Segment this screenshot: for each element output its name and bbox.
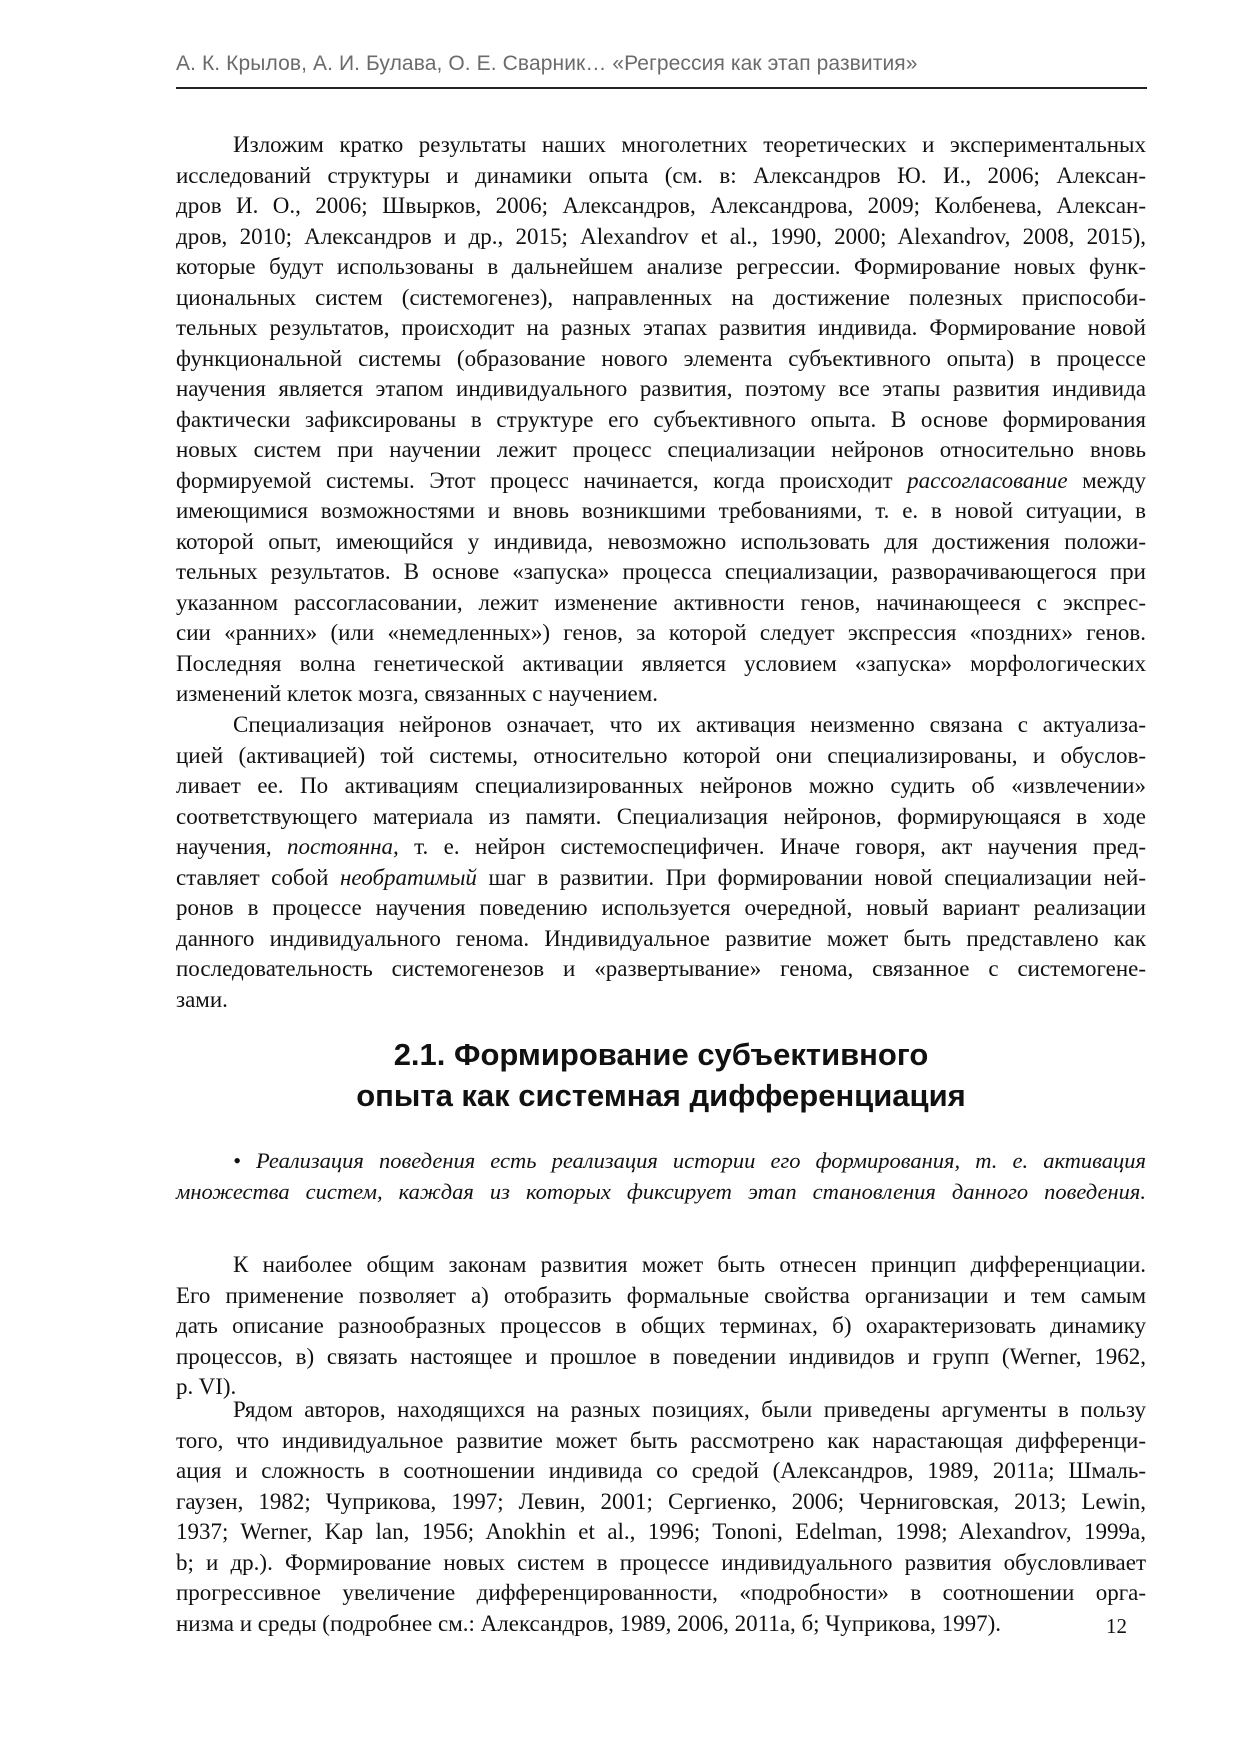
text-line: цией (активацией) той системы, относительно которой они специализированы, и обуслов- <box>176 742 1146 768</box>
text-run: ставляет собой <box>176 864 340 890</box>
text-line: 1937; Werner, Kap lan, 1956; Anokhin et al., 1996; Tononi, Edelman, 1998; Alexandrov, 1999a, <box>176 1519 1146 1544</box>
emphasis: рассогласование <box>907 467 1068 493</box>
section-heading-line: 2.1. Формирование субъективного <box>393 1037 929 1072</box>
text-line: дров, 2010; Александров и др., 2015; Alexandrov et al., 1990, 2000; Alexandrov, 2008, 2015), <box>176 223 1146 249</box>
text-line: функциональной системы (образование нового элемента субъективного опыта) в процессе <box>176 345 1146 371</box>
text-line: b; и др.). Формирование новых систем в процессе индивидуального развития обусловливает <box>176 1549 1146 1575</box>
text-line: дров И. О., 2006; Швырков, 2006; Александров, Александрова, 2009; Колбенева, Алексан- <box>176 193 1146 218</box>
text-line: того, что индивидуальное развитие может быть рассмотрено как нарастающая дифференци- <box>176 1427 1146 1453</box>
text-line: гаузен, 1982; Чуприкова, 1997; Левин, 2001; Сергиенко, 2006; Черниговская, 2013; Lewin, <box>176 1488 1146 1514</box>
text-line: Последняя волна генетической активации является условием «запуска» морфологических <box>176 650 1146 676</box>
text-line: циональных систем (системогенез), направленных на достижение полезных приспособи- <box>176 284 1146 310</box>
text-line <box>176 832 1146 863</box>
text-line: прогрессивное увеличение дифференцированности, «подробности» в соотношении орга- <box>176 1580 1146 1605</box>
text-line: процессов, в) связать настоящее и прошлое в поведении индивидов и групп (Werner, 1962, <box>176 1343 1146 1369</box>
section-heading-line: опыта как системная дифференциация <box>356 1078 966 1113</box>
text-line: ронов в процессе научения поведению используется очередной, новый вариант реализации <box>176 895 1146 920</box>
epigraph-line: множества систем, каждая из которых фиксирует этап становления данного поведения. <box>176 1179 1146 1204</box>
text-run: т. е. нейрон системоспецифичен. Иначе говоря, акт научения пред- <box>398 834 1146 859</box>
text-run: формируемой системы. Этот процесс начинается, когда происходит <box>176 467 908 493</box>
text-run: между <box>1067 467 1146 493</box>
text-run: научения, <box>176 834 287 859</box>
text-line: имеющимися возможностями и вновь возникшими требованиями, т. е. в новой ситуации, в <box>176 498 1146 523</box>
text-line: Специализация нейронов означает, что их активация неизменно связана с актуализа- <box>233 712 1146 737</box>
text-line <box>176 863 1146 894</box>
text-line: новых систем при научении лежит процесс специализации нейронов относительно вновь <box>176 437 1146 462</box>
text-line: которой опыт, имеющийся у индивида, невозможно использовать для достижения положи- <box>176 528 1146 554</box>
paragraph-2 <box>176 710 1146 1015</box>
page-number: 12 <box>1106 1614 1127 1638</box>
text-line: Его применение позволяет а) отобразить формальные свойства организации и тем самым <box>176 1282 1146 1308</box>
text-line: сии «ранних» (или «немедленных») генов, за которой следует экспрессия «поздних» генов. <box>176 620 1146 645</box>
emphasis: постоянна, <box>286 834 399 859</box>
text-line: указанном рассогласовании, лежит изменение активности генов, начинающееся с экспрес- <box>176 589 1146 615</box>
text-line: соответствующего материала из памяти. Специализация нейронов, формирующаяся в ходе <box>176 803 1146 829</box>
text-line: К наиболее общим законам развития может быть отнесен принцип дифференциации. <box>233 1252 1146 1277</box>
paragraph-1 <box>176 130 1146 710</box>
text-line: ливает ее. По активациям специализированных нейронов можно судить об «извлечении» <box>176 773 1146 798</box>
text-line: фактически зафиксированы в структуре его субъективного опыта. В основе формирования <box>176 406 1146 432</box>
text-line: тельных результатов, происходит на разных этапах развития индивида. Формирование новой <box>176 315 1146 340</box>
text-line: изменений клеток мозга, связанных с научением. <box>176 681 659 706</box>
text-run: шаг в развитии. При формировании новой специализации ней- <box>476 864 1147 890</box>
text-line: p. VI). <box>176 1374 237 1399</box>
text-line: последовательность системогенезов и «развертывание» генома, связанное с системогене- <box>176 956 1146 981</box>
epigraph <box>176 1145 1146 1207</box>
emphasis: необратимый <box>339 864 477 890</box>
paragraph-3 <box>176 1250 1146 1403</box>
text-line: ация и сложность в соотношении индивида со средой (Александров, 1989, 2011а; Шмаль- <box>176 1458 1146 1483</box>
text-line: Рядом авторов, находящихся на разных позициях, были приведены аргументы в пользу <box>233 1397 1146 1422</box>
text-line: низма и среды (подробнее см.: Александров, 1989, 2006, 2011а, б; Чуприкова, 1997). <box>176 1610 1002 1636</box>
text-line: зами. <box>176 986 228 1012</box>
running-head: А. К. Крылов, А. И. Булава, О. Е. Сварник… «Регрессия как этап развития» <box>176 52 918 75</box>
paragraph-4 <box>176 1395 1146 1639</box>
text-line: научения является этапом индивидуального развития, поэтому все этапы развития индивида <box>176 376 1146 401</box>
text-line: тельных результатов. В основе «запуска» процесса специализации, разворачивающегося при <box>176 559 1146 584</box>
section-heading <box>176 1034 1146 1116</box>
text-line: которые будут использованы в дальнейшем анализе регрессии. Формирование новых функ- <box>176 254 1146 279</box>
text-line: дать описание разнообразных процессов в общих терминах, б) охарактеризовать динамику <box>176 1313 1146 1338</box>
text-line: Изложим кратко результаты наших многолетних теоретических и экспериментальных <box>233 132 1146 157</box>
text-line <box>176 466 1146 497</box>
epigraph-line: • Реализация поведения есть реализация истории его формирования, т. е. активация <box>233 1148 1146 1173</box>
text-line: исследований структуры и динамики опыта (см. в: Александров Ю. И., 2006; Алексан- <box>176 162 1146 188</box>
header-divider <box>176 87 1147 89</box>
text-line: данного индивидуального генома. Индивидуальное развитие может быть представлено как <box>176 925 1146 951</box>
